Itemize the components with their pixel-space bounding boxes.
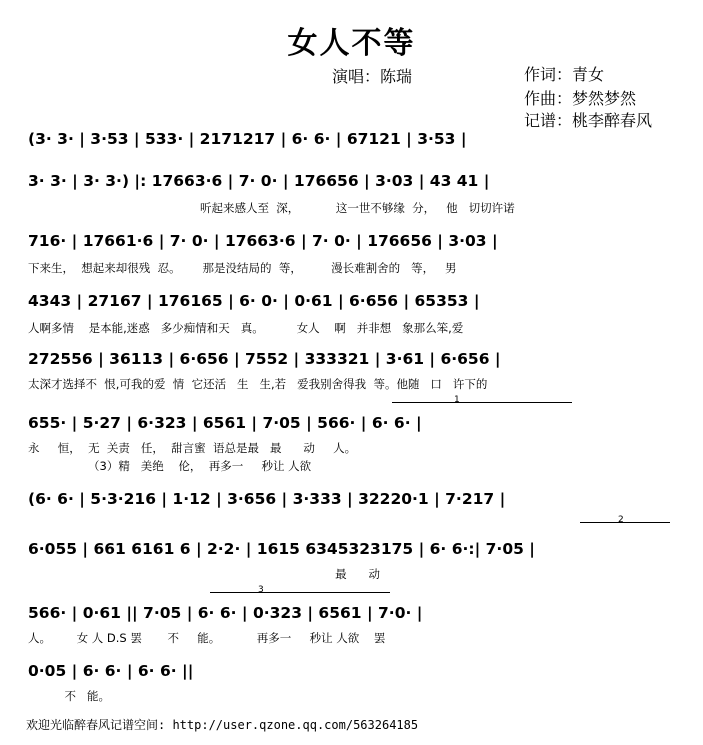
staff-notes: 3· 3· | 3· 3·) |: 17663·6 | 7· 0· | 176656 | 3·03 | 43 41 |	[28, 172, 490, 190]
volta-3-bracket	[210, 592, 390, 593]
staff-row-9	[28, 600, 678, 660]
staff-notes: 4343 | 27167 | 176165 | 6· 0· | 0·61 | 6·656 | 65353 |	[28, 292, 480, 310]
staff-notes: (6· 6· | 5·3·216 | 1·12 | 3·656 | 3·333 | 32220·1 | 7·217 |	[28, 490, 506, 508]
volta-2-number: 2	[618, 515, 624, 525]
staff-notes: 716· | 17661·6 | 7· 0· | 17663·6 | 7· 0· | 176656 | 3·03 |	[28, 232, 498, 250]
staff-row-5	[28, 346, 678, 406]
volta-1-bracket	[392, 402, 572, 403]
verse-3-lyrics: （3）精 美绝 伦， 再多一 秒让 人欲	[88, 459, 312, 473]
staff-row-2	[28, 168, 678, 228]
volta-3-number: 3	[258, 585, 264, 595]
lyricist-credit: 作词：青女	[524, 65, 605, 84]
staff-row-10	[28, 658, 678, 718]
volta-2-bracket	[580, 522, 670, 523]
staff-notes: 272556 | 36113 | 6·656 | 7552 | 333321 | 3·61 | 6·656 |	[28, 350, 501, 368]
staff-notes: 6·055 | 661 6161 6 | 2·2· | 1615 6345323175 | 6· 6·:| 7·05 |	[28, 540, 535, 558]
staff-notes: (3· 3· | 3·53 | 533· | 2171217 | 6· 6· | 67121 | 3·53 |	[28, 130, 467, 148]
staff-row-4	[28, 288, 678, 348]
staff-notes: 655· | 5·27 | 6·323 | 6561 | 7·05 | 566· | 6· 6· |	[28, 414, 422, 432]
transcriber-credit: 记谱：桃李醉春风	[524, 111, 653, 130]
singer-credit: 演唱：陈瑞	[332, 67, 413, 86]
staff-row-8	[28, 536, 678, 596]
staff-lyrics: 人啊多情 是本能,迷惑 多少痴情和天 真。 女人 啊 并非想 象那么笨,爱	[28, 321, 464, 335]
page-title: 女人不等	[287, 26, 416, 61]
volta-1-number: 1	[454, 395, 460, 405]
staff-lyrics: 太深才选择不 恨,可我的爱 情 它还活 生 生,若 爱我别舍得我 等。他随 口 许下的	[28, 377, 488, 391]
staff-lyrics: 最 动	[28, 567, 380, 581]
staff-row-6	[28, 410, 678, 473]
staff-notes: 0·05 | 6· 6· | 6· 6· ||	[28, 662, 194, 680]
footer-link-text: 欢迎光临醉春风记谱空间: http://user.qzone.qq.com/563264185	[26, 718, 419, 732]
staff-lyrics: 不 能。	[28, 689, 111, 703]
staff-lyrics: 听起来感人至 深， 这一世不够缘 分， 他 切切许诺	[200, 201, 515, 215]
composer-credit: 作曲：梦然梦然	[524, 89, 637, 108]
staff-lyrics: 人。 女 人 D.S 罢 不 能。 再多一 秒让 人欲 罢	[28, 631, 386, 645]
staff-notes: 566· | 0·61 || 7·05 | 6· 6· | 0·323 | 6561 | 7·0· |	[28, 604, 423, 622]
staff-lyrics: 下来生， 想起来却很残 忍。 那是没结局的 等， 漫长难割舍的 等， 男	[28, 261, 457, 275]
staff-row-3	[28, 228, 678, 288]
staff-lyrics: 永 恒， 无 关责 任， 甜言蜜 语总是最 最 动 人。	[28, 441, 357, 455]
